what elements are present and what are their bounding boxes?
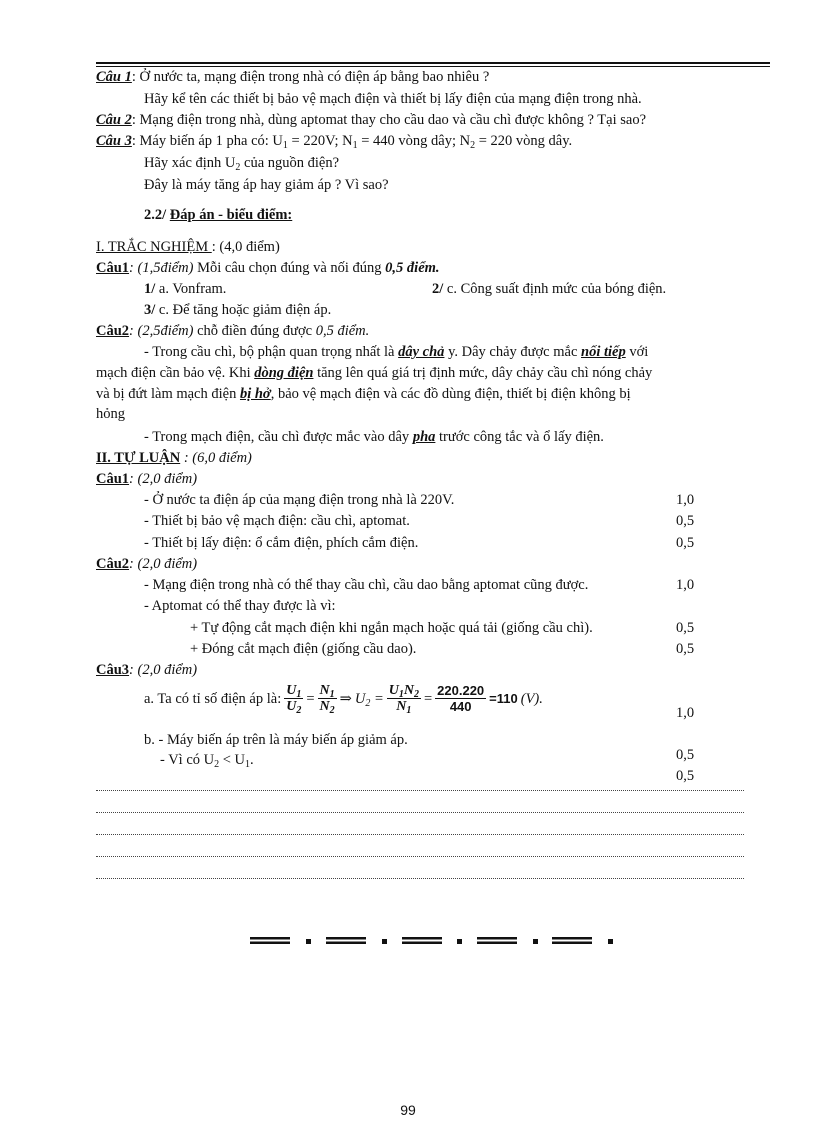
answer-heading: 2.2/ Đáp án - biểu điểm: bbox=[144, 207, 293, 223]
score: 0,5 bbox=[676, 747, 695, 763]
part-2-cau-3: Câu3: (2,0 điểm) bbox=[96, 662, 198, 678]
part-1-cau-2: Câu2: (2,5điểm) chỗ điền đúng được 0,5 điểm. bbox=[96, 323, 370, 339]
cau3-b-line-1: b. - Máy biến áp trên là máy biến áp giảm áp. bbox=[144, 732, 408, 748]
score: 1,0 bbox=[676, 577, 695, 593]
top-rule-thin bbox=[96, 66, 770, 67]
answer-1: 1/ a. Vonfram. bbox=[144, 281, 227, 297]
cau1-line-1: - Ở nước ta điện áp của mạng điện trong nhà là 220V. bbox=[144, 492, 455, 508]
question-1-sub: Hãy kể tên các thiết bị bảo vệ mạch điện và thiết bị lấy điện của mạng điện trong nhà. bbox=[144, 91, 642, 107]
score: 0,5 bbox=[676, 513, 695, 529]
question-label: Câu 3 bbox=[96, 133, 132, 149]
paragraph-line-2: mạch điện cần bảo vệ. Khi dòng điện tăng lên quá giá trị định mức, dây chảy cầu chì nóng chảy bbox=[96, 365, 653, 381]
fraction-u1-u2: $\frac{U_1}{U_2}$ bbox=[286, 683, 302, 716]
score: 0,5 bbox=[676, 620, 695, 636]
paragraph-line-3: và bị đứt làm mạch điện bị hở, bảo vệ mạch điện và các đồ dùng điện, thiết bị điện không bị bbox=[96, 386, 631, 402]
question-3: Câu 3: Máy biến áp 1 pha có: $U_1 = 220V$; $N_1 = 440$ vòng dây; $N_2 = 220$ vòng dây. bbox=[96, 133, 573, 151]
dotted-line bbox=[96, 812, 744, 813]
question-label: Câu 2 bbox=[96, 112, 132, 128]
cau1-line-2: - Thiết bị bảo vệ mạch điện: cầu chì, aptomat. bbox=[144, 513, 410, 529]
score: 0,5 bbox=[676, 768, 695, 784]
question-2: Câu 2: Mạng điện trong nhà, dùng aptomat thay cho cầu dao và cầu chì được không ? Tại sao? bbox=[96, 112, 647, 128]
dotted-line bbox=[96, 834, 744, 835]
score: 1,0 bbox=[676, 705, 695, 721]
cau3-b-line-2: - Vì có $U_2 < U_1$. bbox=[160, 752, 254, 770]
question-3-sub-1: Hãy xác định $U_2$ của nguồn điện? bbox=[144, 155, 340, 173]
cau1-line-3: - Thiết bị lấy điện: ổ cắm điện, phích cắm điện. bbox=[144, 535, 419, 551]
answer-3: 3/ c. Để tăng hoặc giảm điện áp. bbox=[144, 302, 332, 318]
score: 0,5 bbox=[676, 535, 695, 551]
dotted-line bbox=[96, 878, 744, 879]
answer-2: 2/ c. Công suất định mức của bóng điện. bbox=[432, 281, 667, 297]
decorative-divider bbox=[250, 936, 620, 946]
implies-arrow: ⇒ bbox=[339, 690, 352, 707]
score: 1,0 bbox=[676, 492, 695, 508]
part-2-cau-2: Câu2: (2,0 điểm) bbox=[96, 556, 198, 572]
part-1-heading: I. TRẮC NGHIỆM : (4,0 điểm) bbox=[96, 239, 280, 255]
cau2-line-4: + Đóng cắt mạch điện (giống cầu dao). bbox=[190, 641, 417, 657]
voltage-ratio-equation: a. Ta có tỉ số điện áp là: $\frac{U_1}{U_2}$ = $\frac{N_1}{N_2}$ ⇒ $U_2$ = $\frac{U_1N_2}{N_1}$ = $\frac{220.220}{440}$ =110 (V). bbox=[144, 683, 543, 716]
top-rule bbox=[96, 62, 770, 64]
paragraph-line-1: - Trong cầu chì, bộ phận quan trọng nhất là dây chả y. Dây chảy được mắc nối tiếp với bbox=[144, 344, 649, 360]
question-label: Câu 1 bbox=[96, 69, 132, 85]
page-number: 99 bbox=[400, 1102, 416, 1118]
score: 0,5 bbox=[676, 641, 695, 657]
part-2-cau-1: Câu1: (2,0 điểm) bbox=[96, 471, 198, 487]
question-3-sub-2: Đây là máy tăng áp hay giảm áp ? Vì sao? bbox=[144, 177, 389, 193]
cau2-line-1: - Mạng điện trong nhà có thể thay cầu chì, cầu dao bằng aptomat cũng được. bbox=[144, 577, 589, 593]
question-1: Câu 1: Ở nước ta, mạng điện trong nhà có điện áp bằng bao nhiêu ? bbox=[96, 69, 490, 85]
cau2-line-3: + Tự động cắt mạch điện khi ngắn mạch hoặc quá tải (giống cầu chì). bbox=[190, 620, 593, 636]
cau2-line-2: - Aptomat có thể thay được là vì: bbox=[144, 598, 336, 614]
paragraph-line-5: - Trong mạch điện, cầu chì được mắc vào dây pha trước công tắc và ổ lấy điện. bbox=[144, 429, 604, 445]
part-1-cau-1: Câu1: (1,5điểm) Mỗi câu chọn đúng và nối đúng 0,5 điểm. bbox=[96, 260, 440, 276]
dotted-line bbox=[96, 790, 744, 791]
part-2-heading: II. TỰ LUẬN : (6,0 điểm) bbox=[96, 450, 252, 466]
fraction-n1-n2: $\frac{N_1}{N_2}$ bbox=[319, 683, 335, 716]
dotted-line bbox=[96, 856, 744, 857]
paragraph-line-4: hỏng bbox=[96, 406, 125, 422]
fraction-numeric: $\frac{220.220}{440}$ bbox=[437, 683, 485, 714]
fraction-u1n2-n1: $\frac{U_1N_2}{N_1}$ bbox=[388, 683, 419, 716]
